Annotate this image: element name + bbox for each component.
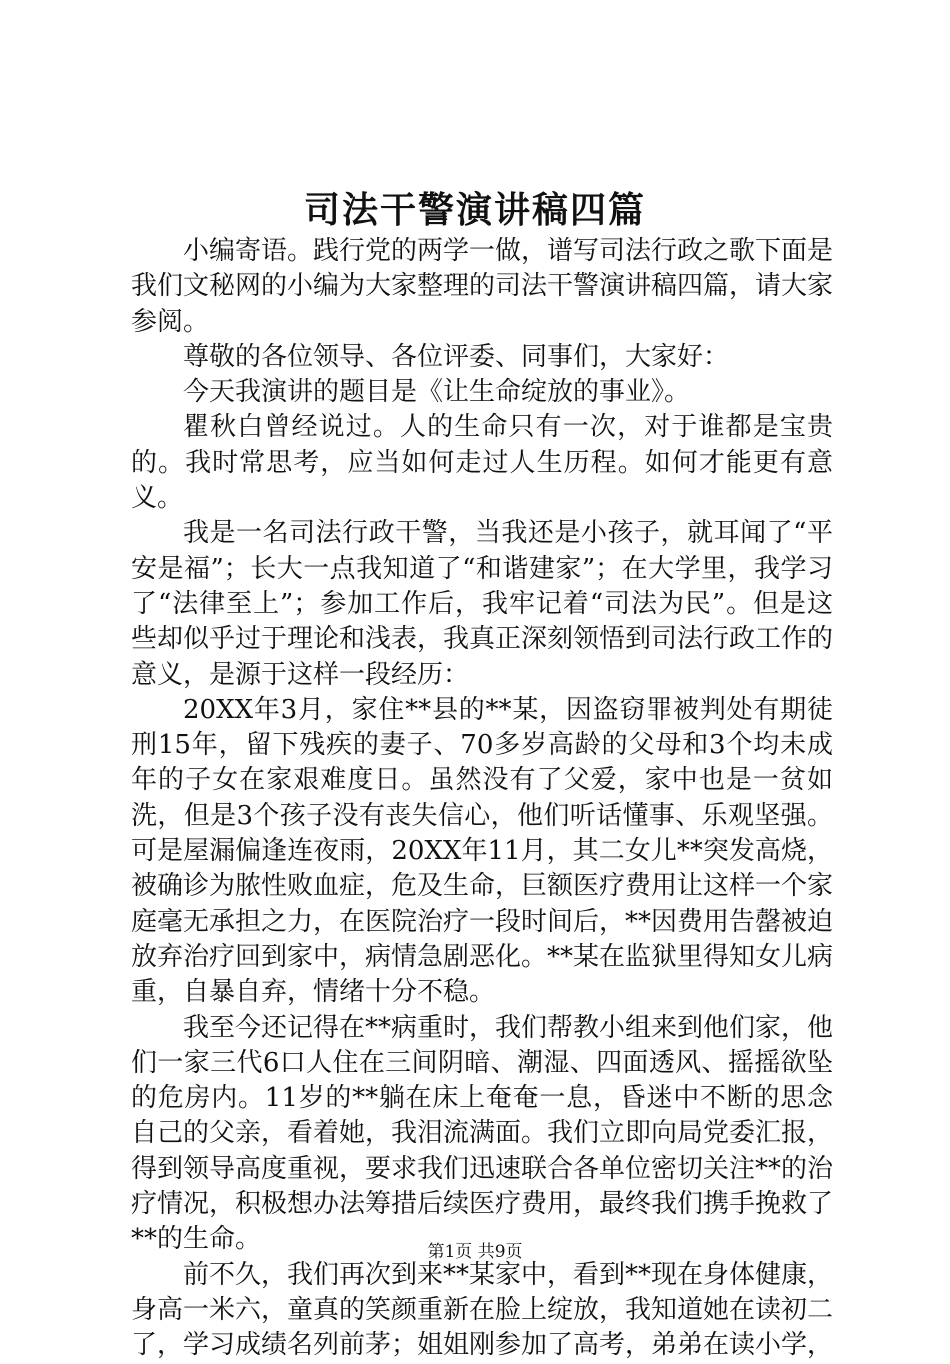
document-body	[131, 234, 833, 1364]
paragraph-self-intro: 我是一名司法行政干警，当我还是小孩子，就耳闻了“平安是福”；长大一点我知道了“和谐建家”；在大学里，我学习了“法律至上”；参加工作后，我牢记着“司法为民”。但是这些却似乎过于理论和浅表，我真正深刻领悟到司法行政工作的意义，是源于这样一段经历：	[131, 518, 834, 690]
paragraph-story: 20XX年3月，家住**县的**某，因盗窃罪被判处有期徒刑15年，留下残疾的妻子、70多岁高龄的父母和3个均未成年的子女在家艰难度日。虽然没有了父爱，家中也是一贫如洗，但是3个孩子没有丧失信心，他们听话懂事、乐观坚强。可是屋漏偏逢连夜雨，20XX年11月，其二女儿**突发高烧，被确诊为脓性败血症，危及生命，巨额医疗费用让这样一个家庭毫无承担之力，在医院治疗一段时间后，**因费用告罄被迫放弃治疗回到家中，病情急剧恶化。**某在监狱里得知女儿病重，自暴自弃，情绪十分不稳。	[131, 694, 834, 1008]
paragraph-revisit: 前不久，我们再次到来**某家中，看到**现在身体健康，身高一米六，童真的笑颜重新在脸上绽放，我知道她在读初二了，学习成绩名列前茅；姐姐刚参加了高考，弟弟在读小学，	[131, 1259, 834, 1361]
document-title: 司法干警演讲稿四篇	[303, 189, 646, 231]
paragraph-greeting: 尊敬的各位领导、各位评委、同事们，大家好：	[183, 341, 730, 372]
paragraph-memory: 我至今还记得在**病重时，我们帮教小组来到他们家，他们一家三代6口人住在三间阴暗、潮湿、四面透风、摇摇欲坠的危房内。11岁的**躺在床上奄奄一息，昏迷中不断的思念自己的父亲，看着她，我泪流满面。我们立即向局党委汇报，得到领导高度重视，要求我们迅速联合各单位密切关注**的治疗情况，积极想办法筹措后续医疗费用，最终我们携手挽救了**的生命。	[131, 1012, 834, 1255]
paragraph-intro: 小编寄语。践行党的两学一做，谱写司法行政之歌下面是我们文秘网的小编为大家整理的司法干警演讲稿四篇，请大家参阅。	[131, 236, 834, 337]
paragraph-topic: 今天我演讲的题目是《让生命绽放的事业》。	[183, 377, 691, 408]
paragraph-quote: 瞿秋白曾经说过。人的生命只有一次，对于谁都是宝贵的。我时常思考，应当如何走过人生历程。如何才能更有意义。	[131, 412, 833, 514]
page-footer: 第1页 共9页	[427, 1242, 523, 1262]
